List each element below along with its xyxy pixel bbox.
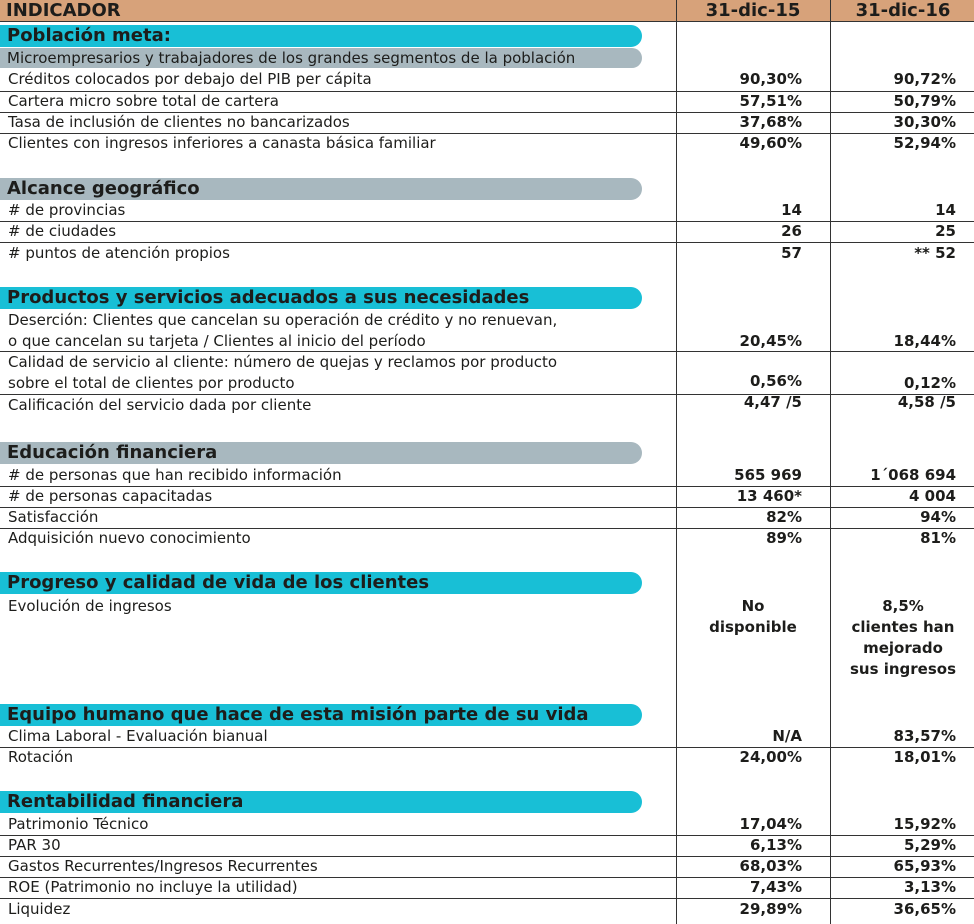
- row-divider: [0, 835, 974, 836]
- value-2016: 50,79%: [893, 92, 956, 110]
- value-2015: 4,47 /5: [743, 393, 802, 411]
- row-label: Evolución de ingresos: [8, 597, 172, 615]
- value-2015: 57,51%: [739, 92, 802, 110]
- table-header: [0, 0, 974, 22]
- value-2015: 17,04%: [739, 815, 802, 833]
- row-label-line1: Deserción: Clientes que cancelan su operación de crédito y no renuevan,: [8, 311, 558, 329]
- value-2015: 49,60%: [739, 134, 802, 152]
- value-2016: 1´068 694: [870, 466, 956, 484]
- value-2016: 15,92%: [893, 815, 956, 833]
- value-2016: 52,94%: [893, 134, 956, 152]
- value-2016: 81%: [920, 529, 956, 547]
- value-2015: 68,03%: [739, 857, 802, 875]
- row-divider: [0, 747, 974, 748]
- value-2015: 29,89%: [739, 900, 802, 918]
- row-label: Gastos Recurrentes/Ingresos Recurrentes: [8, 857, 318, 875]
- header-date-2015: 31-dic-15: [705, 0, 801, 21]
- section-title-alcance: Alcance geográfico: [0, 178, 642, 200]
- section-title-educacion: Educación financiera: [0, 442, 642, 464]
- row-label: # de personas que han recibido información: [8, 466, 342, 484]
- value-2016: 83,57%: [893, 727, 956, 745]
- value-2016: 5,29%: [903, 836, 956, 854]
- row-divider: [0, 507, 974, 508]
- value-2015: 90,30%: [739, 70, 802, 88]
- value-2016: 18,44%: [893, 332, 956, 350]
- value-2016: 36,65%: [893, 900, 956, 918]
- value-2015: 37,68%: [739, 113, 802, 131]
- value-2016: 90,72%: [893, 70, 956, 88]
- value-2016: 4,58 /5: [897, 393, 956, 411]
- value-2015: 13 460*: [736, 487, 802, 505]
- row-label: Calificación del servicio dada por cliente: [8, 396, 312, 414]
- row-label: Clima Laboral - Evaluación bianual: [8, 727, 268, 745]
- value-2016-line1: 8,5%: [882, 597, 924, 615]
- value-2015: 565 969: [734, 466, 802, 484]
- value-2016-line4: sus ingresos: [849, 660, 957, 678]
- value-2015: 57: [781, 244, 802, 262]
- value-2015-line2: disponible: [709, 618, 797, 636]
- value-2016: 30,30%: [893, 113, 956, 131]
- row-label: Tasa de inclusión de clientes no bancarizados: [8, 113, 350, 131]
- section-title-rentabilidad: Rentabilidad financiera: [0, 791, 642, 813]
- row-label-line1: Calidad de servicio al cliente: número de quejas y reclamos por producto: [8, 353, 558, 371]
- row-label: Adquisición nuevo conocimiento: [8, 529, 251, 547]
- row-label: Clientes con ingresos inferiores a canasta básica familiar: [8, 134, 436, 152]
- value-2015: 6,13%: [749, 836, 802, 854]
- row-label: # de provincias: [8, 201, 126, 219]
- column-divider-2: [830, 0, 831, 924]
- value-2015: 0,56%: [749, 372, 802, 390]
- value-2016: 0,12%: [903, 374, 956, 392]
- value-2016: 18,01%: [893, 748, 956, 766]
- value-2016: 65,93%: [893, 857, 956, 875]
- value-2016-line2: clientes han: [851, 618, 955, 636]
- row-label-line2: sobre el total de clientes por producto: [8, 374, 295, 392]
- row-label: Rotación: [8, 748, 74, 766]
- value-2016: ** 52: [914, 244, 956, 262]
- row-label: # puntos de atención propios: [8, 244, 230, 262]
- row-label: Cartera micro sobre total de cartera: [8, 92, 279, 110]
- column-divider-1: [676, 0, 677, 924]
- header-date-2016: 31-dic-16: [855, 0, 951, 21]
- value-2015-line1: No: [741, 597, 765, 615]
- value-2015: 20,45%: [739, 332, 802, 350]
- value-2016: 94%: [920, 508, 956, 526]
- row-label: Créditos colocados por debajo del PIB per cápita: [8, 70, 372, 88]
- row-label: ROE (Patrimonio no incluye la utilidad): [8, 878, 298, 896]
- value-2015: 89%: [766, 529, 802, 547]
- row-label: Liquidez: [8, 900, 71, 918]
- row-label: PAR 30: [8, 836, 61, 854]
- header-indicator: INDICADOR: [6, 0, 121, 21]
- value-2016: 25: [935, 222, 956, 240]
- row-label: # de personas capacitadas: [8, 487, 213, 505]
- value-2016: 3,13%: [903, 878, 956, 896]
- value-2016-line3: mejorado: [863, 639, 943, 657]
- value-2015: 26: [781, 222, 802, 240]
- row-label: Satisfacción: [8, 508, 99, 526]
- value-2015: 82%: [766, 508, 802, 526]
- value-2016: 4 004: [909, 487, 956, 505]
- value-2015: N/A: [772, 727, 802, 745]
- section-title-equipo: Equipo humano que hace de esta misión parte de su vida: [0, 704, 642, 726]
- section-title-productos: Productos y servicios adecuados a sus necesidades: [0, 287, 642, 309]
- section-subtitle-poblacion: Microempresarios y trabajadores de los grandes segmentos de la población: [0, 48, 642, 68]
- row-label: # de ciudades: [8, 222, 117, 240]
- row-divider: [0, 898, 974, 899]
- value-2016: 14: [935, 201, 956, 219]
- value-2015: 24,00%: [739, 748, 802, 766]
- section-title-poblacion: Población meta:: [0, 25, 642, 47]
- row-label: Patrimonio Técnico: [8, 815, 149, 833]
- value-2015: 7,43%: [749, 878, 802, 896]
- value-2015: 14: [781, 201, 802, 219]
- row-divider: [0, 221, 974, 222]
- section-title-progreso: Progreso y calidad de vida de los clientes: [0, 572, 642, 594]
- row-label-line2: o que cancelan su tarjeta / Clientes al inicio del período: [8, 332, 426, 350]
